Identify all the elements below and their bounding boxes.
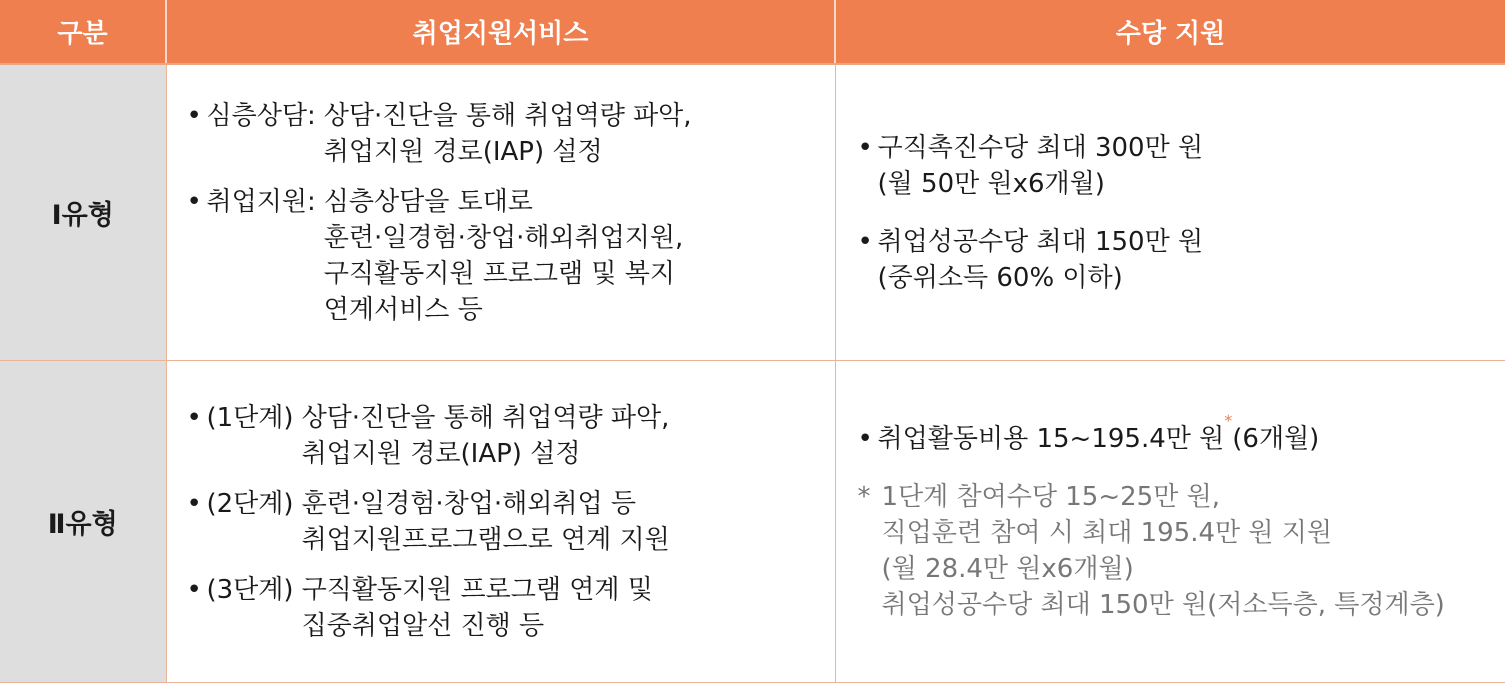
header-row: [0, 0, 1505, 64]
type-cell: Ⅱ유형: [0, 361, 166, 683]
footnote-line: 취업성공수당 최대 150만 원(저소득층, 특정계층): [881, 589, 1445, 620]
bullet: •: [186, 488, 202, 519]
services-cell: [166, 64, 835, 361]
footnote: [858, 479, 1505, 623]
service-line: 취업지원 경로(IAP) 설정: [323, 136, 603, 167]
benefit-item: [858, 130, 1505, 202]
service-text: [324, 98, 692, 170]
benefit-item: [858, 224, 1505, 296]
header-allowance: 수당 지원: [835, 0, 1505, 64]
bullet: •: [186, 574, 202, 605]
service-line: 훈련·일경험·창업·해외취업 등: [301, 488, 637, 519]
benefit-detail: (중위소득 60% 이하): [877, 262, 1123, 293]
benefit-line: 취업성공수당 최대 150만 원: [877, 226, 1204, 257]
footnote-line: (월 28.4만 원x6개월): [881, 553, 1134, 584]
service-text: [302, 486, 670, 558]
bullet: •: [857, 132, 873, 163]
table-row: [0, 361, 1505, 683]
benefit-item: [857, 410, 1505, 457]
service-label: 취업지원:: [206, 186, 316, 217]
footnote-line: 1단계 참여수당 15~25만 원,: [881, 481, 1220, 512]
service-text: [302, 400, 670, 472]
footnote-star: *: [857, 481, 871, 512]
service-line: 상담·진단을 통해 취업역량 파악,: [323, 100, 692, 131]
footnote-asterisk: *: [1224, 410, 1233, 430]
service-line: 취업지원 경로(IAP) 설정: [301, 438, 581, 469]
service-line: 집중취업알선 진행 등: [301, 610, 545, 641]
benefit-suffix: (6개월): [1232, 423, 1320, 454]
service-text: [302, 572, 653, 644]
service-line: 상담·진단을 통해 취업역량 파악,: [301, 402, 670, 433]
service-item: [187, 184, 835, 328]
benefit-line: 구직촉진수당 최대 300만 원: [877, 132, 1204, 163]
service-label: (1단계): [206, 402, 294, 433]
benefit-detail: (월 50만 원x6개월): [877, 168, 1105, 199]
service-line: 구직활동지원 프로그램 연계 및: [301, 574, 653, 605]
table-row: [0, 64, 1505, 361]
bullet: •: [186, 100, 202, 131]
bullet: •: [857, 226, 873, 257]
service-text: [324, 184, 684, 328]
bullet: •: [186, 402, 202, 433]
service-line: 심층상담을 토대로: [323, 186, 533, 217]
bullet: •: [186, 186, 202, 217]
bullet: •: [857, 423, 873, 454]
services-cell: [166, 361, 835, 683]
type-cell: Ⅰ유형: [0, 64, 166, 361]
service-label: (2단계): [206, 488, 294, 519]
service-label: (3단계): [206, 574, 294, 605]
benefits-cell: [835, 64, 1505, 361]
service-item: [187, 486, 835, 558]
header-services: 취업지원서비스: [166, 0, 835, 64]
service-line: 취업지원프로그램으로 연계 지원: [301, 524, 670, 555]
benefit-line: 취업활동비용 15~195.4만 원: [877, 423, 1225, 454]
service-line: 구직활동지원 프로그램 및 복지: [323, 258, 676, 289]
service-label: 심층상담:: [206, 100, 316, 131]
header-category: 구분: [0, 0, 166, 64]
service-item: [187, 400, 835, 472]
service-line: 훈련·일경험·창업·해외취업지원,: [323, 222, 684, 253]
service-item: [187, 98, 835, 170]
service-item: [187, 572, 835, 644]
benefits-cell: [835, 361, 1505, 683]
service-line: 연계서비스 등: [323, 294, 483, 325]
footnote-line: 직업훈련 참여 시 최대 195.4만 원 지원: [881, 517, 1333, 548]
